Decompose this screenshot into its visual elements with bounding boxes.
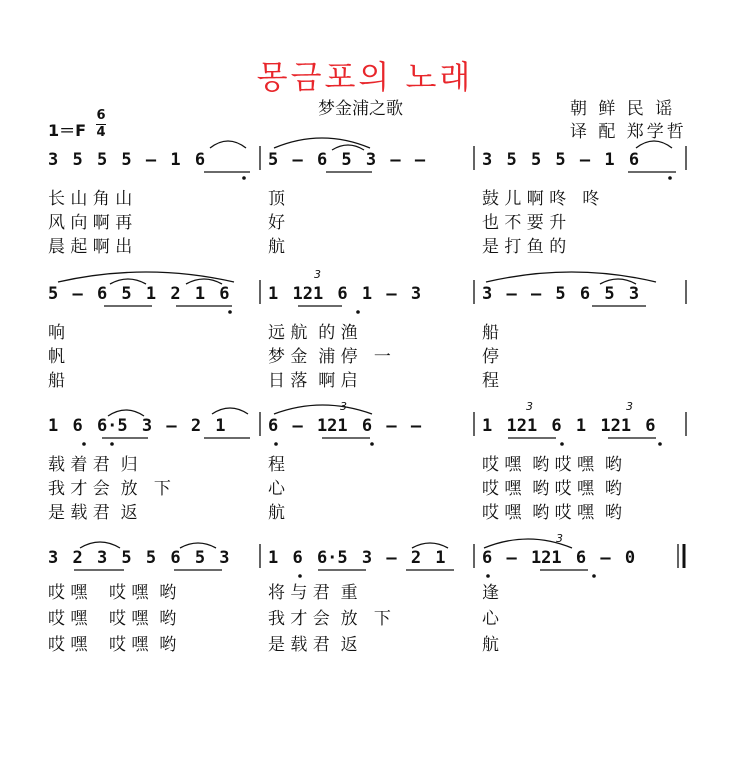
lyric-line: 航	[268, 237, 285, 257]
lyric-line: 风 向 啊 再	[48, 213, 133, 233]
lyric-line: 是 载 君 返	[48, 503, 138, 523]
slur	[80, 542, 120, 548]
slur	[274, 405, 372, 414]
triplet-mark: 3	[556, 532, 563, 545]
lyric-line: 程	[268, 455, 285, 475]
low-octave-dot	[274, 442, 278, 446]
lyric-line: 船	[482, 323, 499, 343]
low-octave-dot	[82, 442, 86, 446]
lyric-line: 我 才 会 放 下	[48, 479, 171, 499]
lyric-line: 程	[482, 371, 499, 391]
meter-top: 6	[96, 108, 106, 123]
lyric-line: 哎 嘿 哎 嘿 哟	[48, 635, 177, 655]
lyric-line: 鼓 儿 啊 咚 咚	[482, 189, 600, 209]
slur	[210, 141, 246, 148]
low-octave-dot	[242, 176, 246, 180]
low-octave-dot	[370, 442, 374, 446]
lyric-line: 哎 嘿 哎 嘿 哟	[48, 583, 177, 603]
lyric-line: 好	[268, 213, 285, 233]
lyric-line: 航	[268, 503, 285, 523]
meter-bottom: 4	[96, 125, 106, 140]
lyric-line: 顶	[268, 189, 285, 209]
notes-measure: 5 – 6 5 3 – –	[268, 150, 426, 170]
lyric-line: 响	[48, 323, 65, 343]
notes-measure: 1 6 6·5 3 – 2 1	[48, 416, 226, 436]
lyric-line: 远 航 的 渔	[268, 323, 358, 343]
lyric-line: 哎 嘿 哎 嘿 哟	[48, 609, 177, 629]
triplet-mark: 3	[340, 400, 347, 413]
credit-translator: 译 配 郑学哲	[570, 122, 687, 142]
lyric-line: 帆	[48, 347, 65, 367]
slur	[180, 543, 216, 548]
slur	[332, 145, 364, 150]
slur	[600, 279, 636, 284]
slur	[108, 410, 144, 416]
credit-origin: 朝 鲜 民 谣	[570, 99, 676, 119]
lyric-line: 哎 嘿 哟 哎 嘿 哟	[482, 479, 622, 499]
lyric-line: 是 打 鱼 的	[482, 237, 567, 257]
lyric-line: 梦 金 浦 停 一	[268, 347, 391, 367]
slur	[412, 543, 448, 548]
notes-measure: 3 – – 5 6 5 3	[482, 284, 640, 304]
lyric-line: 停	[482, 347, 499, 367]
slur	[110, 279, 146, 284]
lyric-line: 也 不 要 升	[482, 213, 567, 233]
notes-measure: 1 6 6·5 3 – 2 1	[268, 548, 446, 568]
lyric-line: 航	[482, 635, 499, 655]
low-octave-dot	[668, 176, 672, 180]
song-title: 몽금포의 노래	[256, 58, 474, 96]
triplet-mark: 3	[314, 268, 321, 281]
lyric-line: 心	[268, 479, 285, 499]
low-octave-dot	[658, 442, 662, 446]
notes-measure: 5 – 6 5 1 2 1 6	[48, 284, 230, 304]
song-subtitle: 梦金浦之歌	[318, 99, 403, 119]
notes-measure: 3 2 3 5 5 6 5 3	[48, 548, 230, 568]
triplet-mark: 3	[526, 400, 533, 413]
notes-measure: 3 5 5 5 – 1 6	[482, 150, 640, 170]
lyric-line: 是 载 君 返	[268, 635, 358, 655]
lyric-line: 心	[482, 609, 499, 629]
slur	[186, 279, 222, 284]
lyric-line: 我 才 会 放 下	[268, 609, 391, 629]
notes-measure: 3 5 5 5 – 1 6	[48, 150, 206, 170]
slur	[486, 272, 656, 282]
lyric-line: 日 落 啊 启	[268, 371, 358, 391]
lyric-line: 将 与 君 重	[268, 583, 358, 603]
slur	[58, 272, 234, 282]
low-octave-dot	[592, 574, 596, 578]
low-octave-dot	[110, 442, 114, 446]
slur	[212, 408, 248, 414]
slur	[636, 141, 672, 148]
lyric-line: 哎 嘿 哟 哎 嘿 哟	[482, 503, 622, 523]
lyric-line: 长 山 角 山	[48, 189, 133, 209]
low-octave-dot	[298, 574, 302, 578]
lyric-line: 逢	[482, 583, 499, 603]
lyric-line: 晨 起 啊 出	[48, 237, 133, 257]
low-octave-dot	[560, 442, 564, 446]
lyric-line: 哎 嘿 哟 哎 嘿 哟	[482, 455, 622, 475]
notes-measure: 6 – 121 6 – 0	[482, 548, 636, 568]
triplet-mark: 3	[626, 400, 633, 413]
low-octave-dot	[486, 574, 490, 578]
key-signature: 1＝F	[48, 121, 87, 140]
lyric-line: 载 着 君 归	[48, 455, 138, 475]
notes-measure: 6 – 121 6 – –	[268, 416, 422, 436]
low-octave-dot	[228, 310, 232, 314]
low-octave-dot	[356, 310, 360, 314]
notes-measure: 1 121 6 1 – 3	[268, 284, 422, 304]
notes-measure: 1 121 6 1 121 6	[482, 416, 656, 436]
lyric-line: 船	[48, 371, 65, 391]
